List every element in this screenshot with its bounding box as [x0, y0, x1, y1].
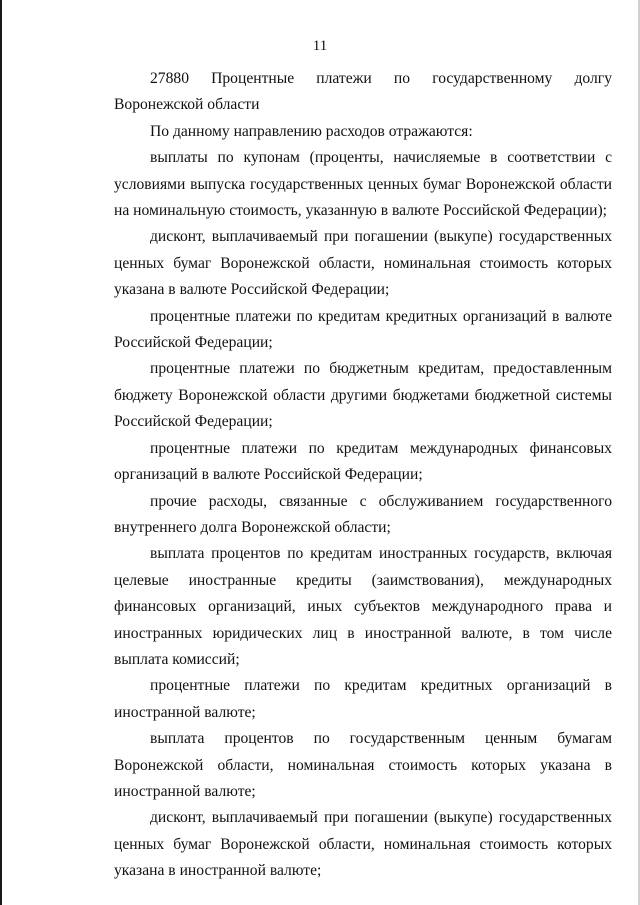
list-item: выплата процентов по кредитам иностранных государств, включая целевые иностранные кредиты (заимствования), международных финансовых организаций, иных субъектов международного права и иностранных юридических лиц в иностранной валюте, в том числе выплата комиссий; — [114, 545, 612, 668]
document-body — [114, 66, 612, 885]
list-item: дисконт, выплачиваемый при погашении (выкупе) государственных ценных бумаг Воронежской области, номинальная стоимость которых указана в валюте Российской Федерации; — [114, 228, 612, 299]
section-heading: 27880 Процентные платежи по государственному долгу Воронежской области — [114, 70, 612, 114]
list-item: процентные платежи по кредитам кредитных организаций в иностранной валюте; — [114, 677, 612, 721]
list-item: выплаты по купонам (проценты, начисляемые в соответствии с условиями выпуска государственных ценных бумаг Воронежской области на номинальную стоимость, указанную в валюте Российской Федерации); — [114, 149, 612, 220]
list-item: процентные платежи по бюджетным кредитам, предоставленным бюджету Воронежской области другими бюджетами бюджетной системы Российской Федерации; — [114, 360, 612, 431]
list-item: прочие расходы, связанные с обслуживанием государственного внутреннего долга Воронежской области; — [114, 492, 612, 536]
list-item: выплата процентов по государственным ценным бумагам Воронежской области, номинальная стоимость которых указана в иностранной валюте; — [114, 730, 612, 800]
intro-paragraph: По данному направлению расходов отражаются: — [150, 122, 473, 140]
page-number: 11 — [312, 38, 328, 54]
list-item: процентные платежи по кредитам международных финансовых организаций в валюте Российской Федерации; — [114, 439, 612, 484]
list-item: дисконт, выплачиваемый при погашении (выкупе) государственных ценных бумаг Воронежской области, номинальная стоимость которых указана в иностранной валюте; — [114, 809, 612, 880]
list-item: процентные платежи по кредитам кредитных организаций в валюте Российской Федерации; — [114, 307, 612, 352]
